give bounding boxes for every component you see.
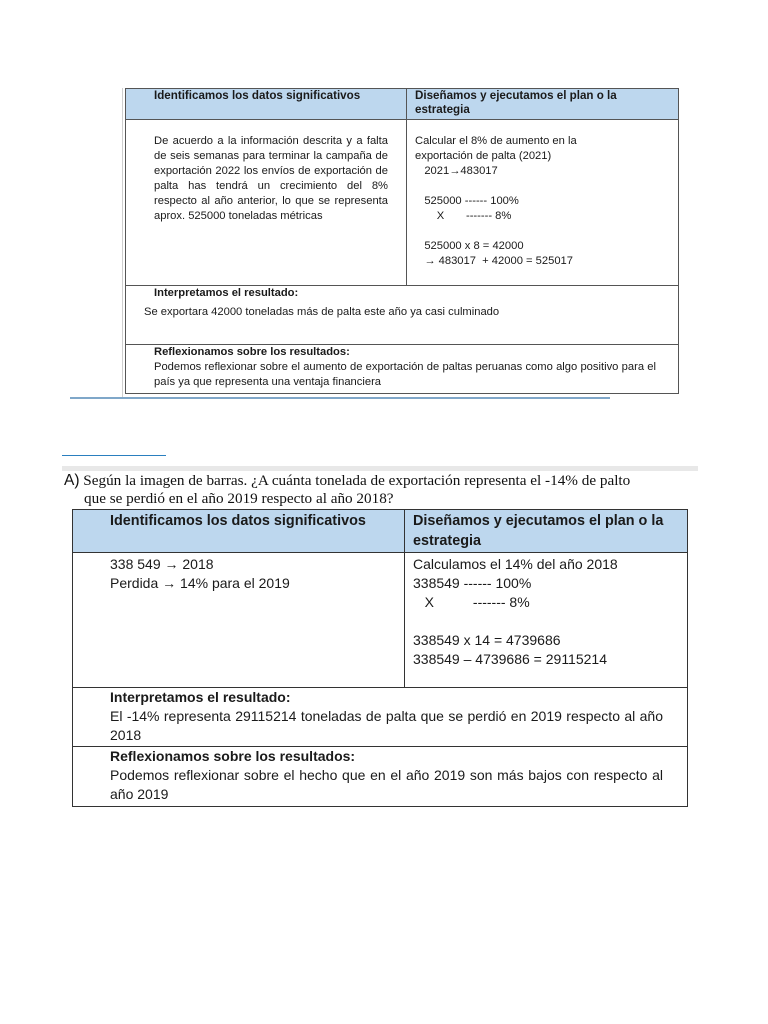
plan-line	[415, 179, 664, 194]
data-line: Perdida → 14% para el 2019	[110, 575, 290, 591]
plan-line: 338549 x 14 = 4739686	[413, 632, 561, 648]
plan-line: X ------- 8%	[415, 210, 512, 222]
interpret-title: Interpretamos el resultado:	[154, 287, 299, 299]
data-cell: De acuerdo a la información descrita y a falta de seis semanas para terminar la campaña de exportación 2022 los envíos de exportación de palta has tendrá un crecimiento del 8% respecto al año anterior, lo que se representa aprox. 525000 toneladas métricas	[126, 120, 407, 286]
reflect-title: Reflexionamos sobre los resultados:	[110, 748, 356, 764]
plan-line	[413, 612, 679, 631]
plan-line: 338549 – 4739686 = 29115214	[413, 651, 607, 667]
interpret-cell	[73, 688, 688, 747]
plan-line	[415, 224, 664, 239]
reflect-cell	[126, 345, 679, 394]
question-text	[64, 472, 704, 508]
plan-cell	[407, 120, 679, 286]
plan-cell	[405, 553, 688, 688]
interpret-cell	[126, 286, 679, 345]
header-plan-cell: Diseñamos y ejecutamos el plan o la estrategia	[405, 510, 688, 553]
data-line: 338 549 → 2018	[110, 556, 214, 572]
strategy-table-1	[125, 88, 679, 394]
plan-line: X ------- 8%	[413, 594, 530, 610]
interpret-text: El -14% representa 29115214 toneladas de palta que se perdió en 2019 respecto al año 2018	[110, 708, 663, 743]
header-plan-cell: Diseñamos y ejecutamos el plan o la estrategia	[407, 89, 679, 120]
figure-1-screenshot	[70, 88, 656, 400]
header-data-cell: Identificamos los datos significativos	[73, 510, 405, 553]
interpret-text: Se exportara 42000 toneladas más de palta este año ya casi culminado	[144, 306, 500, 318]
data-cell	[73, 553, 405, 688]
plan-line: 525000 x 8 = 42000	[415, 240, 524, 252]
strategy-table-2	[72, 509, 688, 807]
question-line-1: Según la imagen de barras. ¿A cuánta tonelada de exportación representa el -14% de palto	[79, 472, 631, 489]
reflect-text: Podemos reflexionar sobre el hecho que en el año 2019 son más bajos con respecto al año 2019	[110, 767, 663, 802]
plan-line: exportación de palta (2021)	[415, 150, 552, 162]
figure-2-top-band	[62, 466, 698, 471]
question-line-2: que se perdió en el año 2019 respecto al año 2018?	[84, 490, 394, 507]
plan-line: 338549 ------ 100%	[413, 575, 532, 591]
plan-line: 2021→483017	[415, 165, 498, 177]
plan-line: Calculamos el 14% del año 2018	[413, 556, 618, 572]
plan-line: Calcular el 8% de aumento en la	[415, 135, 577, 147]
header-data-cell: Identificamos los datos significativos	[126, 89, 407, 120]
reflect-text: Podemos reflexionar sobre el aumento de exportación de paltas peruanas como algo positivo para el país ya que representa una ventaja financiera	[154, 361, 656, 388]
reflect-cell	[73, 747, 688, 807]
left-margin-panel	[70, 88, 123, 398]
reflect-title: Reflexionamos sobre los resultados:	[154, 346, 350, 358]
question-letter: A)	[64, 472, 80, 489]
figure-bottom-border	[70, 397, 610, 399]
plan-line: → 483017 + 42000 = 525017	[415, 255, 574, 267]
plan-line: 525000 ------ 100%	[415, 195, 519, 207]
separator-line	[62, 455, 166, 456]
interpret-title: Interpretamos el resultado:	[110, 689, 291, 705]
